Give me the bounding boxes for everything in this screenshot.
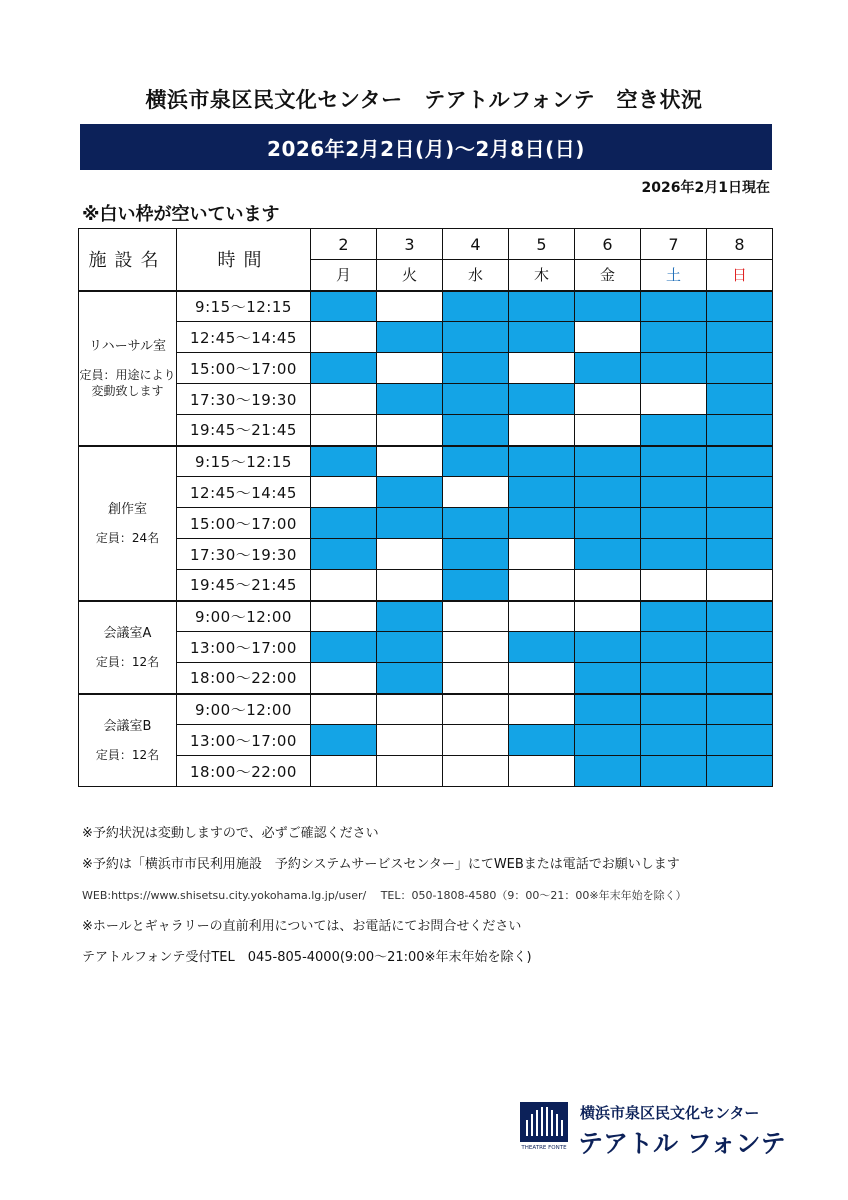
slot-available [509, 694, 575, 725]
slot-booked [377, 601, 443, 632]
slot-row [79, 415, 773, 446]
slot-available [377, 725, 443, 756]
facility-capacity: 定員：12名 [95, 654, 160, 669]
slot-booked [443, 353, 509, 384]
slot-available [311, 322, 377, 353]
time-slot-label: 13:00～17:00 [177, 725, 311, 756]
time-column-header: 時間 [177, 229, 311, 291]
day-weekday-header: 金 [575, 260, 641, 291]
slot-row [79, 353, 773, 384]
facility-name: 会議室B [103, 718, 152, 734]
facility-name: 会議室A [103, 625, 152, 641]
slot-available [707, 570, 773, 601]
footnotes [82, 824, 687, 979]
slot-available [509, 353, 575, 384]
footnote-hall-gallery: ※ホールとギャラリーの直前利用については、お電話にてお問合せください [82, 919, 522, 934]
slot-booked [311, 508, 377, 539]
slot-row [79, 663, 773, 694]
slot-booked [509, 508, 575, 539]
slot-booked [575, 539, 641, 570]
slot-booked [311, 291, 377, 322]
slot-booked [575, 632, 641, 663]
slot-available [575, 570, 641, 601]
day-date-header: 4 [443, 229, 509, 260]
slot-booked [377, 663, 443, 694]
time-slot-label: 9:15～12:15 [177, 446, 311, 477]
time-slot-label: 13:00～17:00 [177, 632, 311, 663]
slot-available [443, 477, 509, 508]
slot-booked [443, 384, 509, 415]
slot-available [641, 570, 707, 601]
slot-available [575, 322, 641, 353]
slot-booked [377, 632, 443, 663]
time-slot-label: 9:00～12:00 [177, 694, 311, 725]
day-date-header: 3 [377, 229, 443, 260]
slot-available [377, 694, 443, 725]
slot-booked [707, 477, 773, 508]
day-weekday-header: 日 [707, 260, 773, 291]
day-weekday-header: 火 [377, 260, 443, 291]
slot-booked [443, 322, 509, 353]
slot-booked [575, 477, 641, 508]
slot-row [79, 694, 773, 725]
facility-capacity: 定員：12名 [95, 747, 160, 762]
time-slot-label: 9:00～12:00 [177, 601, 311, 632]
facility-capacity: 定員：24名 [95, 530, 160, 545]
slot-booked [707, 601, 773, 632]
slot-booked [707, 291, 773, 322]
slot-booked [641, 756, 707, 787]
slot-available [443, 663, 509, 694]
slot-booked [575, 756, 641, 787]
slot-booked [377, 508, 443, 539]
slot-booked [641, 446, 707, 477]
slot-booked [575, 725, 641, 756]
slot-booked [575, 694, 641, 725]
slot-row [79, 477, 773, 508]
slot-available [509, 415, 575, 446]
slot-booked [641, 477, 707, 508]
slot-row [79, 446, 773, 477]
slot-available [377, 446, 443, 477]
slot-available [311, 601, 377, 632]
slot-booked [707, 725, 773, 756]
slot-booked [575, 353, 641, 384]
slot-row [79, 384, 773, 415]
venue-logo [520, 1100, 786, 1158]
slot-booked [707, 508, 773, 539]
page-title: 横浜市泉区民文化センター テアトルフォンテ 空き状況 [145, 88, 703, 112]
slot-booked [509, 291, 575, 322]
slot-booked [707, 694, 773, 725]
slot-available [311, 384, 377, 415]
time-slot-label: 17:30～19:30 [177, 384, 311, 415]
time-slot-label: 15:00～17:00 [177, 353, 311, 384]
slot-available [311, 570, 377, 601]
theatre-fonte-mark-icon [520, 1100, 568, 1156]
slot-available [443, 632, 509, 663]
slot-booked [707, 663, 773, 694]
slot-row [79, 756, 773, 787]
facility-cell [79, 601, 177, 694]
slot-available [443, 601, 509, 632]
facility-column-header: 施設名 [79, 229, 177, 291]
facility-cell [79, 694, 177, 787]
day-weekday-header: 木 [509, 260, 575, 291]
slot-booked [641, 353, 707, 384]
slot-row [79, 570, 773, 601]
slot-booked [509, 322, 575, 353]
slot-booked [443, 570, 509, 601]
slot-available [311, 663, 377, 694]
slot-booked [575, 508, 641, 539]
slot-row [79, 601, 773, 632]
period-text: 2026年2月2日(月)～2月8日(日) [267, 136, 585, 161]
footnote-availability-notice: ※予約状況は変動しますので、必ずご確認ください [82, 826, 379, 841]
logo-mark-text: THEATRE FONTE [521, 1145, 567, 1151]
slot-booked [311, 632, 377, 663]
slot-booked [509, 477, 575, 508]
time-slot-label: 12:45～14:45 [177, 477, 311, 508]
slot-booked [641, 415, 707, 446]
slot-booked [443, 291, 509, 322]
slot-available [509, 663, 575, 694]
footnote-reservation-method: ※予約は「横浜市市民利用施設 予約システムサービスセンター」にてWEBまたは電話でお願いします [82, 857, 680, 872]
slot-row [79, 508, 773, 539]
slot-booked [707, 353, 773, 384]
slot-available [311, 477, 377, 508]
time-slot-label: 18:00～22:00 [177, 756, 311, 787]
slot-booked [707, 415, 773, 446]
slot-booked [641, 694, 707, 725]
day-date-header: 7 [641, 229, 707, 260]
day-weekday-header: 土 [641, 260, 707, 291]
slot-booked [311, 446, 377, 477]
time-slot-label: 9:15～12:15 [177, 291, 311, 322]
slot-available [509, 756, 575, 787]
logo-venue-name: テアトル フォンテ [578, 1129, 786, 1158]
slot-booked [443, 539, 509, 570]
availability-table [78, 228, 773, 787]
slot-row [79, 725, 773, 756]
slot-booked [443, 508, 509, 539]
slot-booked [377, 322, 443, 353]
slot-available [377, 353, 443, 384]
slot-available [575, 601, 641, 632]
slot-row [79, 632, 773, 663]
day-date-header: 8 [707, 229, 773, 260]
slot-booked [311, 353, 377, 384]
slot-available [509, 570, 575, 601]
time-slot-label: 12:45～14:45 [177, 322, 311, 353]
slot-row [79, 539, 773, 570]
slot-booked [575, 291, 641, 322]
slot-booked [443, 415, 509, 446]
day-weekday-header: 水 [443, 260, 509, 291]
day-date-header: 2 [311, 229, 377, 260]
time-slot-label: 19:45～21:45 [177, 415, 311, 446]
slot-booked [707, 632, 773, 663]
slot-available [377, 415, 443, 446]
slot-booked [509, 446, 575, 477]
slot-available [311, 756, 377, 787]
facility-cell [79, 291, 177, 446]
slot-booked [641, 601, 707, 632]
slot-booked [641, 291, 707, 322]
slot-row [79, 322, 773, 353]
time-slot-label: 19:45～21:45 [177, 570, 311, 601]
slot-available [377, 570, 443, 601]
slot-available [575, 384, 641, 415]
slot-booked [641, 539, 707, 570]
slot-booked [443, 446, 509, 477]
slot-booked [509, 725, 575, 756]
slot-booked [707, 539, 773, 570]
as-of-date: 2026年2月1日現在 [641, 180, 770, 196]
time-slot-label: 15:00～17:00 [177, 508, 311, 539]
facility-capacity: 定員：用途により 変動致します [79, 367, 176, 398]
slot-booked [641, 663, 707, 694]
facility-cell [79, 446, 177, 601]
slot-booked [707, 322, 773, 353]
slot-available [311, 415, 377, 446]
slot-booked [641, 632, 707, 663]
slot-available [509, 539, 575, 570]
footnote-contact-web-tel: WEB:https://www.shisetsu.city.yokohama.lg.jp/user/ TEL：050-1808-4580（9：00～21：00※年末年始を除く） [82, 889, 687, 902]
slot-booked [509, 632, 575, 663]
day-date-header: 6 [575, 229, 641, 260]
slot-booked [377, 384, 443, 415]
slot-booked [311, 539, 377, 570]
slot-available [575, 415, 641, 446]
legend-note: ※白い枠が空いています [82, 204, 280, 225]
slot-available [377, 539, 443, 570]
period-banner [80, 124, 772, 170]
slot-booked [641, 508, 707, 539]
time-slot-label: 17:30～19:30 [177, 539, 311, 570]
slot-booked [509, 384, 575, 415]
slot-booked [377, 477, 443, 508]
slot-available [509, 601, 575, 632]
slot-available [377, 756, 443, 787]
slot-booked [707, 446, 773, 477]
facility-name: リハーサル室 [89, 338, 166, 354]
slot-row [79, 291, 773, 322]
slot-available [641, 384, 707, 415]
slot-booked [575, 663, 641, 694]
time-slot-label: 18:00～22:00 [177, 663, 311, 694]
slot-booked [641, 725, 707, 756]
slot-available [443, 694, 509, 725]
slot-available [443, 756, 509, 787]
day-weekday-header: 月 [311, 260, 377, 291]
facility-name: 創作室 [107, 501, 147, 517]
footnote-reception-tel: テアトルフォンテ受付TEL 045-805-4000(9:00～21:00※年末年始を除く) [82, 950, 532, 965]
slot-booked [707, 384, 773, 415]
logo-org-name: 横浜市泉区民文化センター [580, 1104, 760, 1122]
slot-available [311, 694, 377, 725]
slot-booked [641, 322, 707, 353]
slot-available [443, 725, 509, 756]
day-date-header: 5 [509, 229, 575, 260]
slot-booked [707, 756, 773, 787]
slot-available [377, 291, 443, 322]
slot-booked [575, 446, 641, 477]
slot-booked [311, 725, 377, 756]
